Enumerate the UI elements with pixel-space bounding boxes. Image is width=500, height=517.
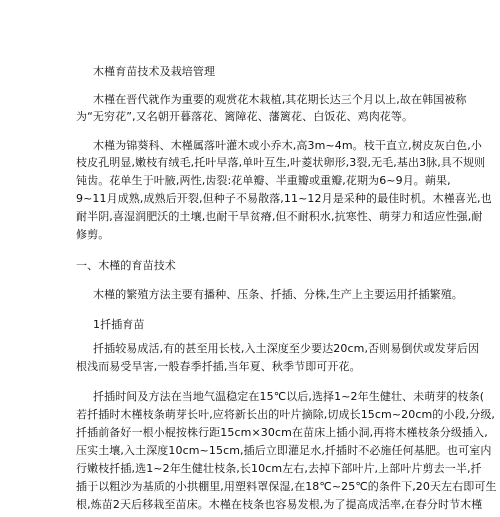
paragraph-line: 木槿在晋代就作为重要的观赏花木栽植,其花期长达三个月以上,故在韩国被称 [93,93,467,106]
document-title: 木槿育苗技术及栽培管理 [93,65,216,78]
section-heading: 一、木槿的育苗技术 [76,259,176,272]
paragraph-line: 根浅而易受旱害,一般春季扦插,当年夏、秋季节即可开花。 [76,360,361,373]
paragraph-line: 修剪。 [76,228,110,241]
paragraph-line: 9~11月成熟,成熟后开裂,但种子不易散落,11~12月是采种的最佳时机。木槿喜光,也 [76,192,492,205]
paragraph-line: 压实土壤,入土深度10cm~15cm,插后立即灌足水,扦插时不必施任何基肥。也可室内 [76,444,492,457]
paragraph-line: 为“无穷花”,又名朝开暮落花、篱障花、藩篱花、白饭花、鸡肉花等。 [76,110,414,123]
paragraph-line: 木槿的繁殖方法主要有播种、压条、扦插、分株,生产上主要运用扦插繁殖。 [93,288,463,301]
paragraph-line: 枝皮孔明显,嫩枝有绒毛,托叶早落,单叶互生,叶菱状卵形,3裂,无毛,基出3脉,具不规则 [76,156,486,169]
subsection-heading: 1扦插育苗 [93,318,145,331]
paragraph-line: 木槿为锦葵科、木槿属落叶灌木或小乔木,高3m~4m。枝干直立,树皮灰白色,小 [93,139,482,152]
paragraph-line: 扦插时间及方法在当地气温稳定在15℃以后,选择1~2年生健壮、未萌芽的枝条( [93,390,485,403]
paragraph-line: 行嫩枝扦插,选1~2年生健壮枝条,长10cm左右,去掉下部叶片,上部叶片剪去一半,扦 [76,462,482,475]
paragraph-line: 若扦插时木槿枝条萌芽长叶,应将新长出的叶片摘除,切成长15cm~20cm的小段,分级, [76,408,496,421]
paragraph-line: 钝齿。花单生于叶腋,两性,齿裂:花单瓣、半重瓣或重瓣,花期为6~9月。蒴果, [76,174,451,187]
paragraph-line: 插于以粗沙为基质的小拱棚里,用塑料罩保湿,在18℃~25℃的条件下,20天左右即可生 [76,480,497,493]
paragraph-line: 扦插前备好一根小棍按株行距15cm×30cm在苗床上插小洞,再将木槿枝条分级插入, [76,426,488,439]
paragraph-line: 根,炼苗2天后移栽至苗床。木槿在枝条也容易发根,为了提高成活率,在春分时节木槿 [76,498,483,511]
paragraph-line: 扦插较易成活,有的甚至用长枝,入土深度至少要达20cm,否则易倒伏或发芽后因 [93,342,480,355]
paragraph-line: 耐半阴,喜湿润肥沃的土壤,也耐干旱贫瘠,但不耐积水,抗寒性、萌芽力和适应性强,耐 [76,210,483,223]
